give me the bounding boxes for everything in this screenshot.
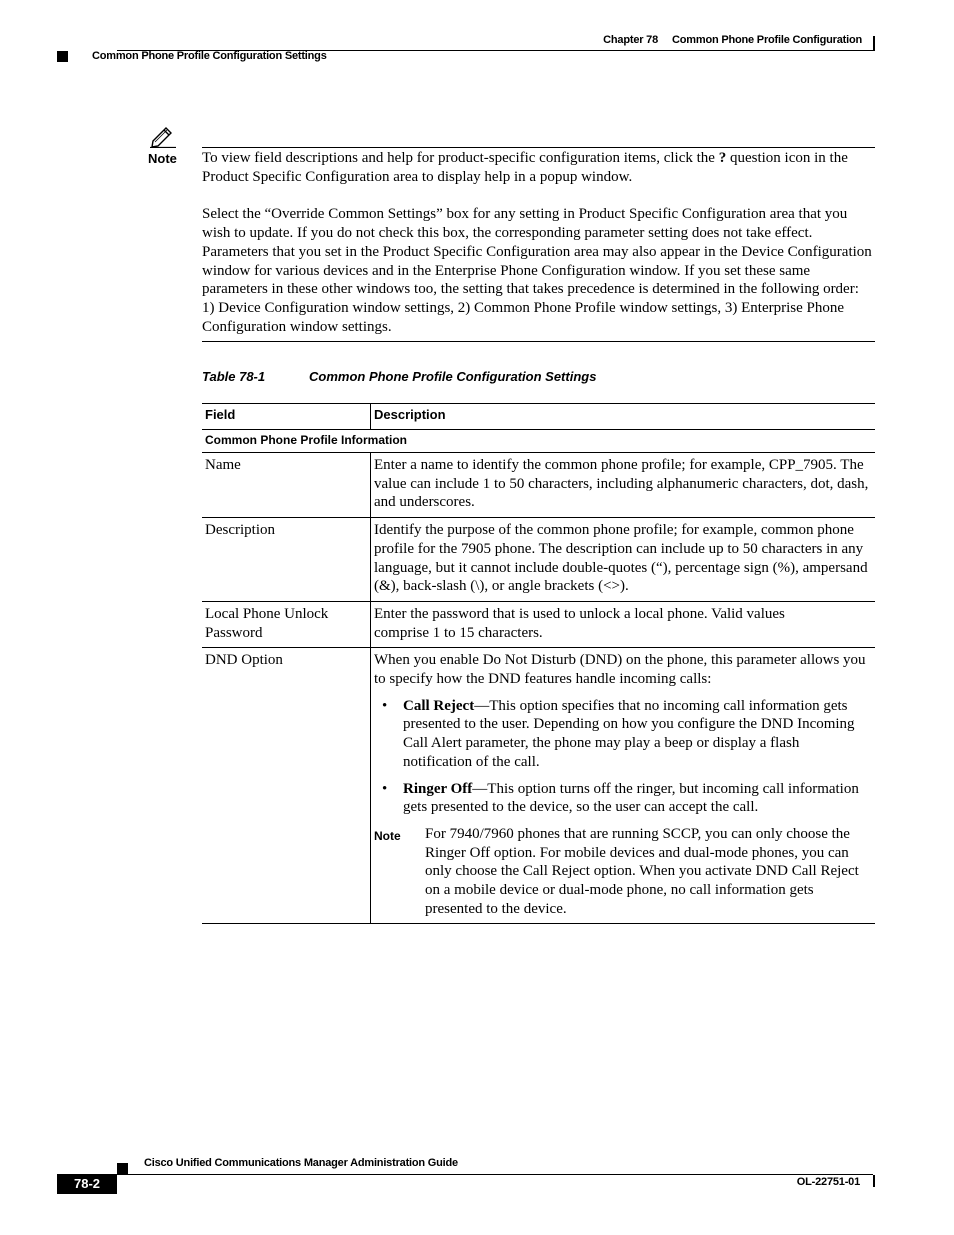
- table-header-row: [202, 404, 875, 430]
- bullet-icon: •: [382, 697, 388, 714]
- list-item: • Ringer Off—This option turns off the ringer, but incoming call information gets presented to the device, so the user can accept the call.: [382, 780, 859, 816]
- document-number: OL-22751-01: [796, 1176, 860, 1188]
- note-label: Note: [148, 151, 177, 166]
- dnd-note: [374, 825, 869, 919]
- page-number: 78-2: [57, 1174, 117, 1194]
- note-bottom-rule: [202, 341, 875, 342]
- footer-guide-title: Cisco Unified Communications Manager Administration Guide: [144, 1157, 458, 1169]
- section-title-cell: Common Phone Profile Information: [202, 430, 875, 453]
- chapter-number: Chapter 78: [603, 34, 659, 46]
- footer-rule: [117, 1174, 873, 1175]
- header-cell-field: Field: [202, 404, 371, 430]
- dnd-option-list: [374, 697, 869, 817]
- header-tick-mark: [873, 36, 875, 51]
- description-cell: Identify the purpose of the common phone profile; for example, common phone profile for the 7905 phone. The description can include up to 50 characters in any language, but it cannot include double-quotes (“), percentage sign (%), ampersand (&), back-slash (\), or angle brackets (<>).: [371, 518, 876, 602]
- header-square-marker: [57, 51, 68, 62]
- settings-table: [202, 403, 875, 924]
- option-term: Ringer Off: [403, 780, 473, 797]
- dnd-description: When you enable Do Not Disturb (DND) on the phone, this parameter allows you to specify how the DND features handle incoming calls:: [374, 652, 866, 688]
- running-header-section: Common Phone Profile Configuration Settings: [92, 50, 327, 62]
- table-caption-title: Common Phone Profile Configuration Settings: [309, 369, 597, 384]
- table-row: [202, 518, 875, 602]
- inner-note-label: Note: [374, 828, 401, 843]
- footer-tick-mark: [873, 1175, 875, 1187]
- running-header-chapter: [603, 34, 862, 46]
- list-item: • Call Reject—This option specifies that no incoming call information gets presented to the user. Depending on how you configure the DND Incoming Call Alert parameter, the phone may play a beep or display a flash notification of the call.: [382, 697, 855, 770]
- description-cell: [371, 648, 876, 924]
- table-caption: [202, 369, 596, 384]
- note-body: [202, 149, 875, 355]
- table-row: [202, 601, 875, 647]
- field-cell: Description: [202, 518, 371, 602]
- note-paragraph-2: Select the “Override Common Settings” box for any setting in Product Specific Configuration area that you wish to update. If you do not check this box, the corresponding parameter setting does not take effect. Parameters that you set in the Product Specific Configuration area may also appear in the Device Configuration window for various devices and in the Enterprise Phone Configuration window. If you set these same parameters in these other windows too, the setting that takes precedence is determined in the following order: 1) Device Configuration window settings, 2) Common Phone Profile window settings, 3) Enterprise Phone Configuration window settings.: [202, 206, 872, 335]
- header-cell-description: Description: [371, 404, 876, 430]
- option-term: Call Reject: [403, 697, 475, 714]
- footer-square-marker: [117, 1163, 128, 1174]
- note-paragraph-1: To view field descriptions and help for product-specific configuration items, click the ? question icon in the Product Specific Configuration area to display help in a popup window.: [202, 150, 848, 185]
- pencil-note-icon: [149, 124, 177, 148]
- field-cell: Local Phone Unlock Password: [202, 601, 371, 647]
- question-icon-symbol: ?: [718, 150, 727, 166]
- chapter-title: Common Phone Profile Configuration: [672, 34, 862, 46]
- field-cell: DND Option: [202, 648, 371, 924]
- field-cell: Name: [202, 453, 371, 518]
- table-row: [202, 453, 875, 518]
- table-section-row: [202, 430, 875, 453]
- bullet-icon: •: [382, 780, 388, 797]
- inner-note-text: For 7940/7960 phones that are running SCCP, you can only choose the Ringer Off option. For mobile devices and dual-mode phones, you can only choose the Call Reject option. When you activate DND Call Reject on a mobile device or dual-mode phone, no call information gets presented to the device.: [425, 825, 859, 917]
- description-cell: Enter the password that is used to unlock a local phone. Valid values comprise 1 to 15 characters.: [371, 601, 876, 647]
- description-cell: Enter a name to identify the common phone profile; for example, CPP_7905. The value can include 1 to 50 characters, including alphanumeric characters, dot, dash, and underscores.: [371, 453, 876, 518]
- table-row: [202, 648, 875, 924]
- table-caption-number: Table 78-1: [202, 369, 266, 384]
- note-top-rule: [202, 147, 875, 148]
